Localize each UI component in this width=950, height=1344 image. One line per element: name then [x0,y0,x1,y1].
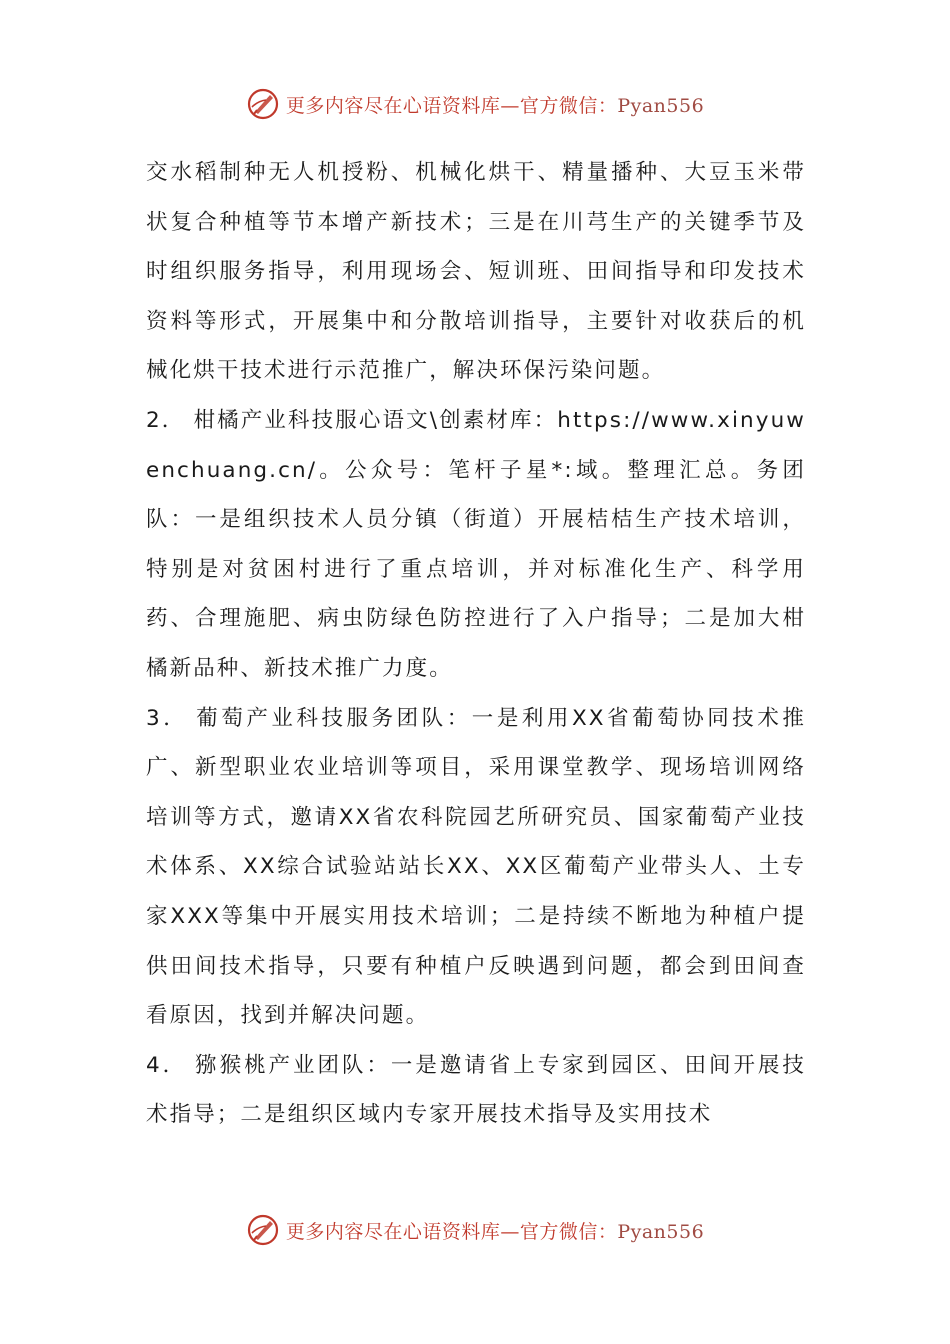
banner-handle: Pyan556 [617,94,705,117]
banner-handle: Pyan556 [617,1220,705,1243]
item-label: 3． [146,705,189,731]
quill-logo-icon [246,87,280,121]
banner-label: 更多内容尽在心语资料库—官方微信： [285,1220,618,1243]
banner-label: 更多内容尽在心语资料库—官方微信： [285,94,618,117]
paragraph-citrus-team [146,396,806,694]
banner-text [286,1217,704,1244]
paragraph-text: 猕猴桃产业团队：一是邀请省上专家到园区、田间开展技术指导；二是组织区域内专家开展技术指导及实用技术 [146,1052,806,1128]
quill-logo-icon [246,1213,280,1247]
paragraph-text: 交水稻制种无人机授粉、机械化烘干、精量播种、大豆玉米带状复合种植等节本增产新技术；三是在川芎生产的关键季节及时组织服务指导，利用现场会、短训班、田间指导和印发技术资料等形式，开展集中和分散培训指导，主要针对收获后的机械化烘干技术进行示范推广，解决环保污染问题。 [146,160,806,384]
paragraph-grape-team [146,694,806,1041]
paragraph-text: 葡萄产业科技服务团队：一是利用XX省葡萄协同技术推广、新型职业农业培训等项目，采用课堂教学、现场培训网络培训等方式，邀请XX省农科院园艺所研究员、国家葡萄产业技术体系、XX综合试验站站长XX、XX区葡萄产业带头人、土专家XXX等集中开展实用技术培训；二是持续不断地为种植户提供田间技术指导，只要有种植户反映遇到问题，都会到田间查看原因，找到并解决问题。 [146,705,806,1029]
paragraph-continuation [146,148,806,396]
footer-watermark-banner [0,1210,950,1250]
item-label: 4． [146,1052,188,1078]
document-body [146,148,806,1140]
paragraph-text: 柑橘产业科技服心语文\创素材库：https://www.xinyuwenchuang.cn/。公众号：笔杆子星*:域。整理汇总。务团队：一是组织技术人员分镇（街道）开展桔桔生产技术培训，特别是对贫困村进行了重点培训，并对标准化生产、科学用药、合理施肥、病虫防绿色防控进行了入户指导；二是加大柑橘新品种、新技术推广力度。 [146,407,806,681]
banner-text [286,91,704,118]
item-label: 2． [146,407,186,433]
header-watermark-banner [0,84,950,124]
paragraph-kiwi-team [146,1041,806,1140]
